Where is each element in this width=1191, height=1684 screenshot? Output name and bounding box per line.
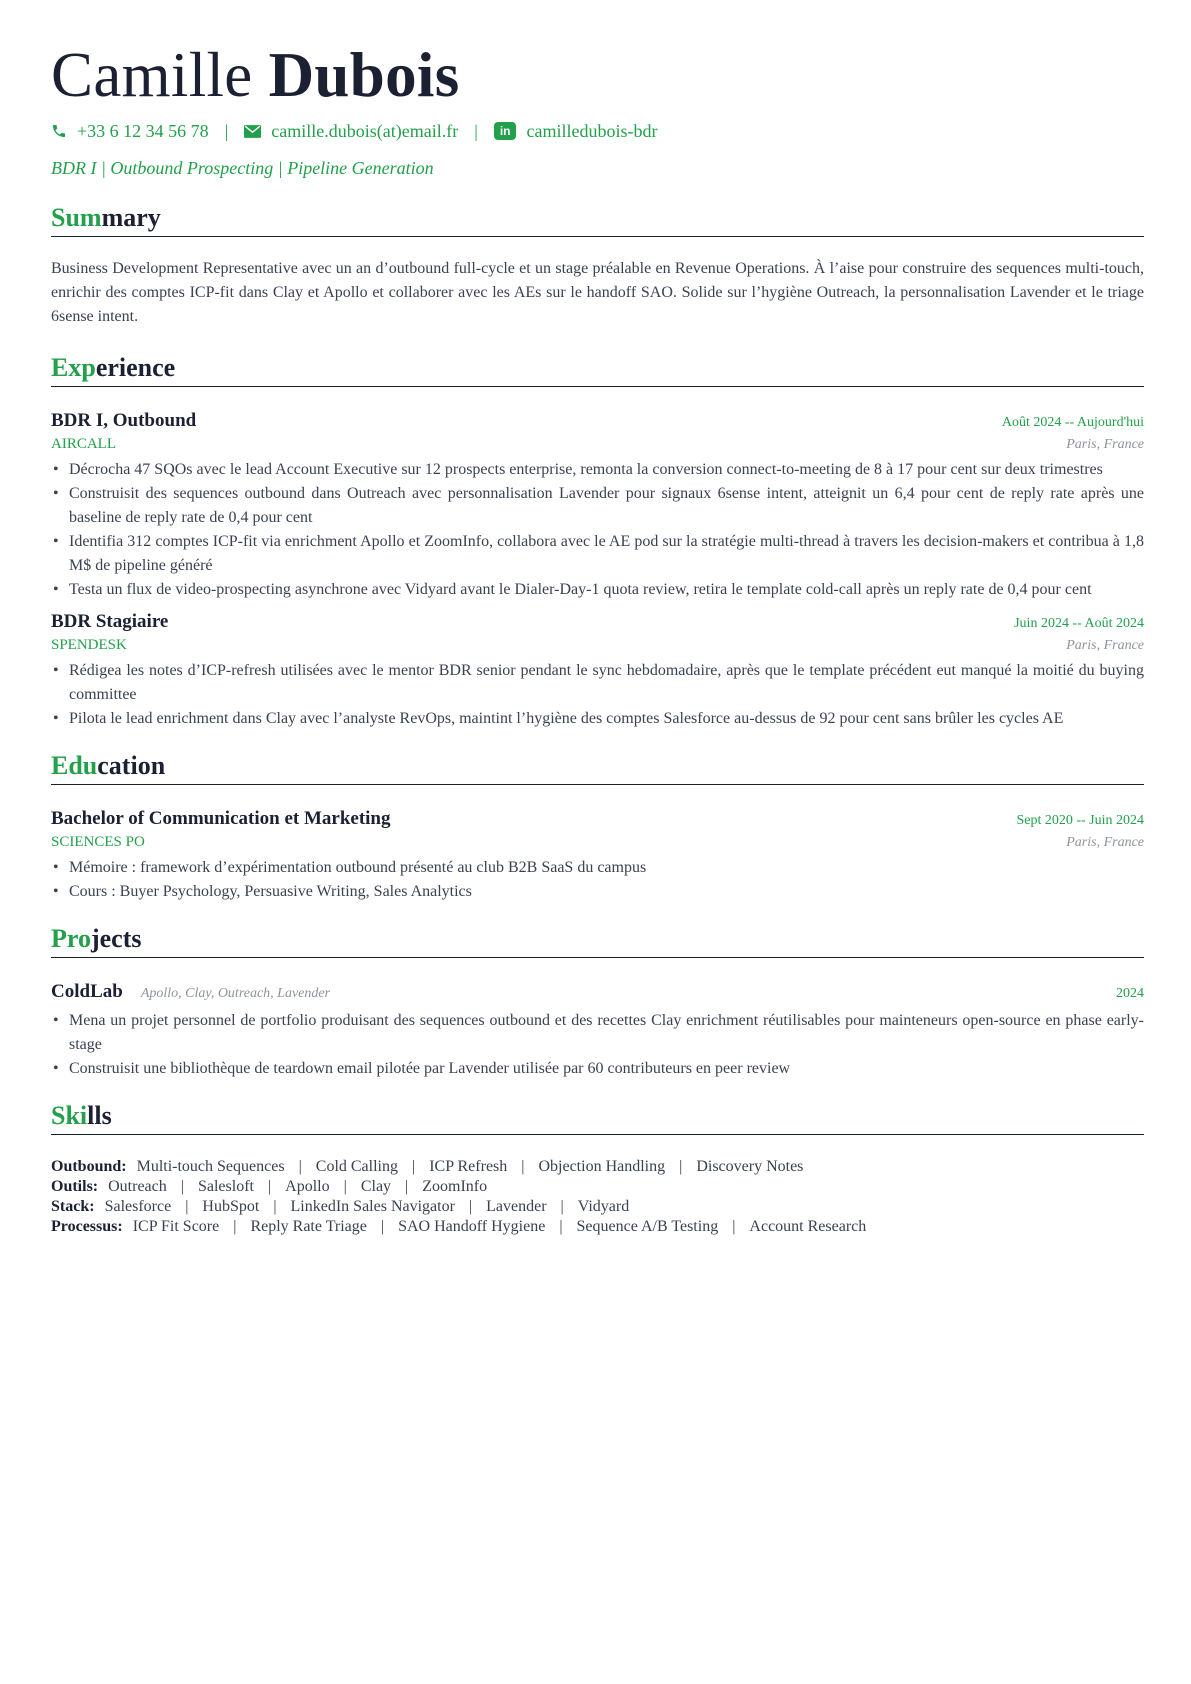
skills-list	[51, 1157, 1144, 1237]
projects-section	[51, 922, 1144, 1081]
skill-category: Processus:	[51, 1218, 123, 1235]
education-section	[51, 749, 1144, 904]
list-item: • Identifia 312 comptes ICP-fit via enrichment Apollo et ZoomInfo, collabora avec le AE pod sur la stratégie multi-thread à travers les decision-makers et contribua à 1,8 M$ de pipeline généré	[51, 530, 1144, 578]
section-divider	[51, 236, 1144, 237]
bullet-list	[51, 856, 1144, 904]
summary-section	[51, 201, 1144, 329]
skill-separator: |	[521, 1158, 525, 1175]
project-date: 2024	[1116, 986, 1144, 1001]
contact-phone[interactable]	[51, 121, 209, 142]
contact-linkedin[interactable]	[494, 121, 658, 142]
list-item: • Pilota le lead enrichment dans Clay avec l’analyste RevOps, maintint l’hygiène des comptes Salesforce au-dessus de 92 pour cent sans brûler les cycles AE	[51, 707, 1144, 731]
skill-item: HubSpot	[202, 1198, 260, 1215]
degree-date: Sept 2020 -- Juin 2024	[1016, 813, 1144, 828]
list-item: • Testa un flux de video-prospecting asynchrone avec Vidyard avant le Dialer-Day-1 quota review, retira le template cold-call après un reply rate de 0,4 pour cent	[51, 578, 1144, 602]
experience-entry	[51, 409, 1144, 602]
skill-item: Discovery Notes	[696, 1158, 804, 1175]
skill-item: Reply Rate Triage	[250, 1218, 367, 1235]
skill-item: Lavender	[486, 1198, 547, 1215]
skill-separator: |	[559, 1218, 563, 1235]
candidate-name	[51, 36, 1144, 114]
skill-category: Stack:	[51, 1198, 95, 1215]
bullet-list	[51, 659, 1144, 731]
skill-item: LinkedIn Sales Navigator	[290, 1198, 455, 1215]
skill-item: Clay	[360, 1178, 392, 1195]
list-item: • Construisit des sequences outbound dans Outreach avec personnalisation Lavender pour signaux 6sense intent, atteignit un 6,4 pour cent de reply rate après une baseline de reply rate de 0,4 pour cent	[51, 482, 1144, 530]
section-title: Summary	[51, 203, 161, 232]
skill-item: Vidyard	[577, 1198, 630, 1215]
skill-row	[51, 1217, 1144, 1237]
skill-separator: |	[468, 1198, 473, 1215]
linkedin-icon: in	[494, 122, 517, 140]
skill-item: ZoomInfo	[422, 1178, 488, 1195]
skill-separator: |	[405, 1178, 409, 1195]
experience-section	[51, 351, 1144, 731]
skill-separator: |	[380, 1218, 385, 1235]
skill-separator: |	[180, 1178, 184, 1195]
education-entry	[51, 807, 1144, 904]
contact-separator: |	[224, 120, 229, 141]
section-divider	[51, 957, 1144, 958]
skill-item: Sequence A/B Testing	[576, 1218, 719, 1235]
skill-separator: |	[298, 1158, 302, 1175]
envelope-icon	[244, 125, 261, 138]
job-date: Juin 2024 -- Août 2024	[1014, 616, 1144, 631]
section-divider	[51, 784, 1144, 785]
skill-separator: |	[267, 1178, 272, 1195]
tagline: BDR I | Outbound Prospecting | Pipeline Generation	[51, 158, 434, 178]
skill-item: ICP Fit Score	[132, 1218, 220, 1235]
job-location: Paris, France	[1066, 638, 1144, 653]
email-address: camille.dubois(at)email.fr	[271, 120, 459, 141]
skill-row	[51, 1157, 1144, 1177]
list-item: • Construisit une bibliothèque de teardown email pilotée par Lavender utilisée par 60 contributeurs en peer review	[51, 1057, 1144, 1081]
linkedin-handle: camilledubois-bdr	[526, 120, 658, 141]
section-title: Experience	[51, 353, 176, 382]
skill-item: Outreach	[108, 1178, 167, 1195]
skill-row	[51, 1177, 1144, 1197]
section-divider	[51, 386, 1144, 387]
last-name: Dubois	[268, 40, 460, 110]
bullet-list	[51, 458, 1144, 602]
school-location: Paris, France	[1066, 835, 1144, 850]
summary-text: Business Development Representative avec un an d’outbound full-cycle et un stage préalable en Revenue Operations. À l’aise pour construire des sequences multi-touch, enrichir des comptes ICP-fit dans Clay et Apollo et collaborer avec les AEs sur le handoff SAO. Solide sur l’hygiène Outreach, la personnalisation Lavender et le triage 6sense intent.	[51, 260, 1144, 325]
skill-separator: |	[343, 1178, 347, 1195]
contact-email[interactable]	[244, 121, 458, 142]
section-title: Skills	[51, 1101, 112, 1130]
job-title: BDR I, Outbound	[51, 410, 197, 431]
skill-separator: |	[273, 1198, 277, 1215]
skill-item: Cold Calling	[315, 1158, 398, 1175]
skill-item: ICP Refresh	[429, 1158, 508, 1175]
skill-item: Salesloft	[197, 1178, 254, 1195]
skill-separator: |	[732, 1218, 736, 1235]
first-name: Camille	[51, 40, 253, 110]
skill-item: SAO Handoff Hygiene	[398, 1218, 546, 1235]
skill-row	[51, 1197, 1144, 1217]
list-item: • Mémoire : framework d’expérimentation outbound présenté au club B2B SaaS du campus	[51, 856, 1144, 880]
company-name: SPENDESK	[51, 637, 127, 653]
skill-separator: |	[679, 1158, 683, 1175]
skill-category: Outbound:	[51, 1158, 127, 1175]
skills-section	[51, 1099, 1144, 1237]
contact-line	[51, 118, 1144, 144]
list-item: • Mena un projet personnel de portfolio produisant des sequences outbound et des recettes Clay enrichment réutilisables pour mainteneurs open-source en phase early-stage	[51, 1009, 1144, 1057]
list-item: • Décrocha 47 SQOs avec le lead Account Executive sur 12 prospects enterprise, remonta la conversion connect-to-meeting de 8 à 17 pour cent sur deux trimestres	[51, 458, 1144, 482]
skill-item: Salesforce	[104, 1198, 172, 1215]
section-title: Education	[51, 751, 166, 780]
school-name: SCIENCES PO	[51, 834, 145, 850]
section-divider	[51, 1134, 1144, 1135]
project-entry	[51, 980, 1144, 1081]
skill-separator: |	[560, 1198, 564, 1215]
phone-number: +33 6 12 34 56 78	[77, 120, 209, 141]
project-tech: Apollo, Clay, Outreach, Lavender	[140, 986, 331, 1001]
experience-entry	[51, 610, 1144, 731]
section-title: Projects	[51, 924, 142, 953]
company-name: AIRCALL	[51, 436, 116, 452]
degree-title: Bachelor of Communication et Marketing	[51, 808, 391, 829]
bullet-list	[51, 1009, 1144, 1081]
skill-category: Outils:	[51, 1178, 99, 1195]
job-location: Paris, France	[1066, 437, 1144, 452]
job-date: Août 2024 -- Aujourd'hui	[1001, 415, 1144, 430]
contact-separator: |	[474, 120, 478, 141]
list-item: • Rédigea les notes d’ICP-refresh utilisées avec le mentor BDR senior pendant le sync hebdomadaire, après que le template précédent eut manqué la moitié du buying committee	[51, 659, 1144, 707]
list-item: • Cours : Buyer Psychology, Persuasive Writing, Sales Analytics	[51, 880, 1144, 904]
job-title: BDR Stagiaire	[51, 611, 169, 632]
skill-item: Account Research	[749, 1218, 867, 1235]
skill-item: Multi-touch Sequences	[136, 1158, 285, 1175]
skill-separator: |	[412, 1158, 416, 1175]
skill-separator: |	[185, 1198, 189, 1215]
skill-item: Apollo	[285, 1178, 330, 1195]
phone-icon	[51, 123, 67, 139]
skill-item: Objection Handling	[538, 1158, 666, 1175]
project-title: ColdLab Apollo, Clay, Outreach, Lavender	[51, 981, 331, 1002]
skill-separator: |	[233, 1218, 237, 1235]
